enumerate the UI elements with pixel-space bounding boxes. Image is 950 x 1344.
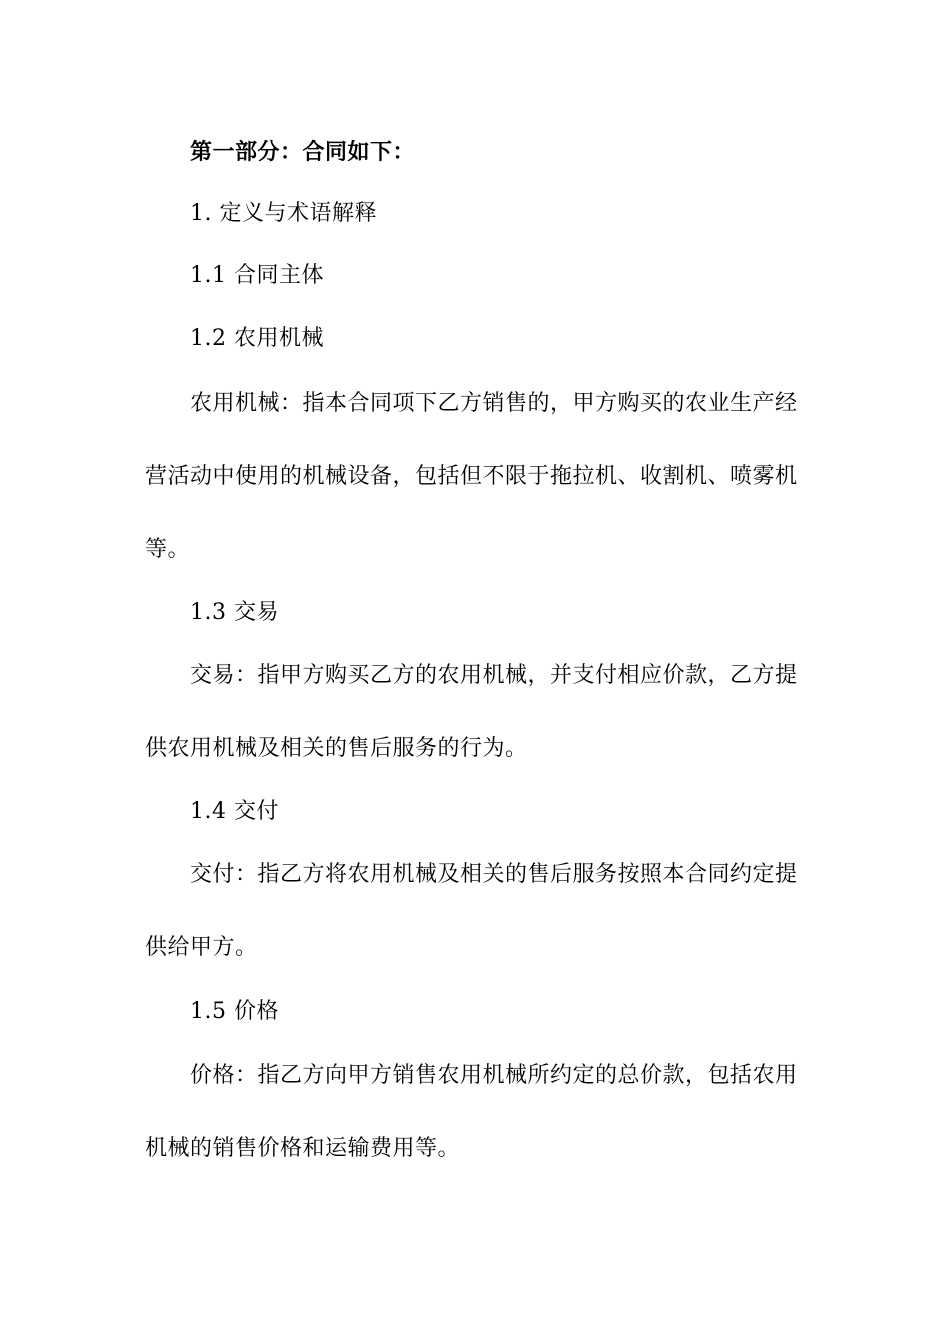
paragraph-1-4-line-2: 供给甲方。 — [145, 935, 258, 960]
section-1-title: 1. 定义与术语解释 — [190, 201, 377, 226]
section-1-4-title: 1.4 交付 — [190, 799, 279, 824]
part-heading: 第一部分：合同如下： — [190, 139, 416, 165]
paragraph-1-3-line-2: 供农用机械及相关的售后服务的行为。 — [145, 736, 528, 761]
section-1-1-title: 1.1 合同主体 — [190, 263, 324, 288]
paragraph-1-2-line-1: 农用机械：指本合同项下乙方销售的，甲方购买的农业生产经 — [190, 391, 798, 416]
paragraph-1-5-line-1: 价格：指乙方向甲方销售农用机械所约定的总价款，包括农用 — [190, 1063, 798, 1088]
paragraph-1-3-line-1: 交易：指甲方购买乙方的农用机械，并支付相应价款，乙方提 — [190, 663, 798, 688]
section-1-3-title: 1.3 交易 — [190, 600, 279, 625]
paragraph-1-2-line-3: 等。 — [145, 537, 191, 562]
paragraph-1-2-line-2: 营活动中使用的机械设备，包括但不限于拖拉机、收割机、喷雾机 — [145, 464, 798, 489]
paragraph-1-4-line-1: 交付：指乙方将农用机械及相关的售后服务按照本合同约定提 — [190, 862, 798, 887]
section-1-2-title: 1.2 农用机械 — [190, 326, 324, 351]
section-1-5-title: 1.5 价格 — [190, 999, 279, 1024]
paragraph-1-5-line-2: 机械的销售价格和运输费用等。 — [145, 1136, 461, 1161]
